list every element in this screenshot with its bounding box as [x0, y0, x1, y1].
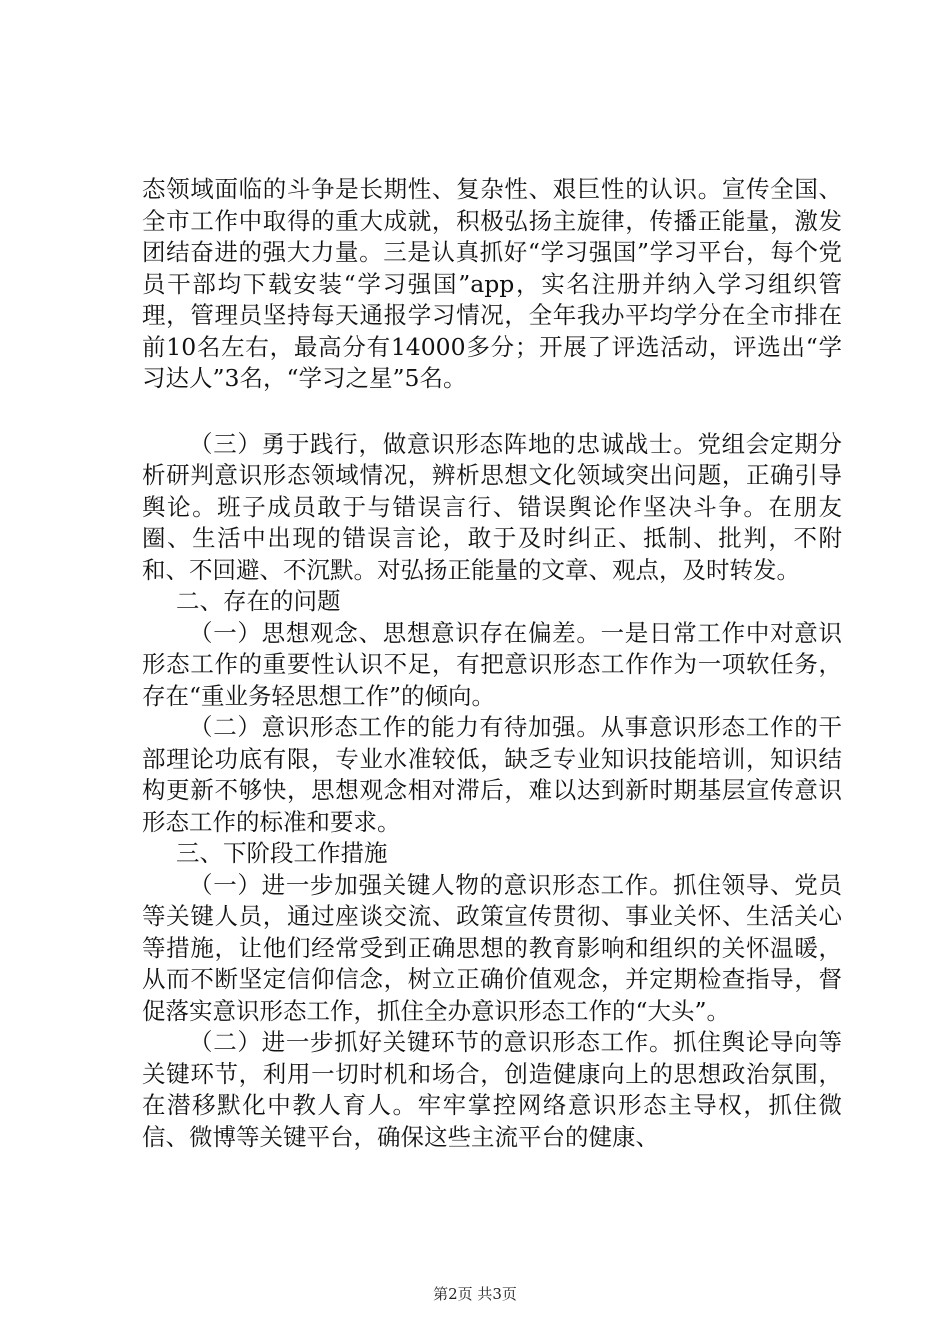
heading-next-steps: 三、下阶段工作措施 [176, 839, 388, 867]
paragraph-measure-two: （二）进一步抓好关键环节的意识形态工作。抓住舆论导向等关键环节，利用一切时机和场合，创造健康向上的思想政治氛围，在潜移默化中教人育人。牢牢掌控网络意识形态主导权，抓住微信、微博等关键平台，确保这些主流平台的健康、 [142, 1028, 842, 1151]
paragraph-problem-one: （一）思想观念、思想意识存在偏差。一是日常工作中对意识形态工作的重要性认识不足，有把意识形态工作作为一项软任务，存在“重业务轻思想工作”的倾向。 [142, 618, 842, 710]
paragraph-measure-one: （一）进一步加强关键人物的意识形态工作。抓住领导、党员等关键人员，通过座谈交流、政策宣传贯彻、事业关怀、生活关心等措施，让他们经常受到正确思想的教育影响和组织的关怀温暖，从而不断坚定信仰信念，树立正确价值观念，并定期检查指导，督促落实意识形态工作，抓住全办意识形态工作的“大头”。 [142, 870, 842, 1025]
paragraph-section-three: （三）勇于践行，做意识形态阵地的忠诚战士。党组会定期分析研判意识形态领域情况，辨析思想文化领域突出问题，正确引导舆论。班子成员敢于与错误言行、错误舆论作坚决斗争。在朋友圈、生活中出现的错误言论，敢于及时纠正、抵制、批判，不附和、不回避、不沉默。对弘扬正能量的文章、观点，及时转发。 [142, 429, 842, 584]
paragraph-continued: 态领域面临的斗争是长期性、复杂性、艰巨性的认识。宣传全国、全市工作中取得的重大成就，积极弘扬主旋律，传播正能量，激发团结奋进的强大力量。三是认真抓好“学习强国”学习平台，每个党员干部均下载安装“学习强国”app，实名注册并纳入学习组织管理，管理员坚持每天通报学习情况，全年我办平均学分在全市排在前10名左右，最高分有14000多分；开展了评选活动，评选出“学习达人”3名，“学习之星”5名。 [142, 175, 842, 392]
document-body [142, 174, 842, 1153]
heading-problems: 二、存在的问题 [176, 587, 341, 615]
page-number-footer: 第2页 共3页 [433, 1285, 517, 1303]
paragraph-problem-two: （二）意识形态工作的能力有待加强。从事意识形态工作的干部理论功底有限，专业水准较低，缺乏专业知识技能培训，知识结构更新不够快，思想观念相对滞后，难以达到新时期基层宣传意识形态工作的标准和要求。 [142, 713, 842, 836]
